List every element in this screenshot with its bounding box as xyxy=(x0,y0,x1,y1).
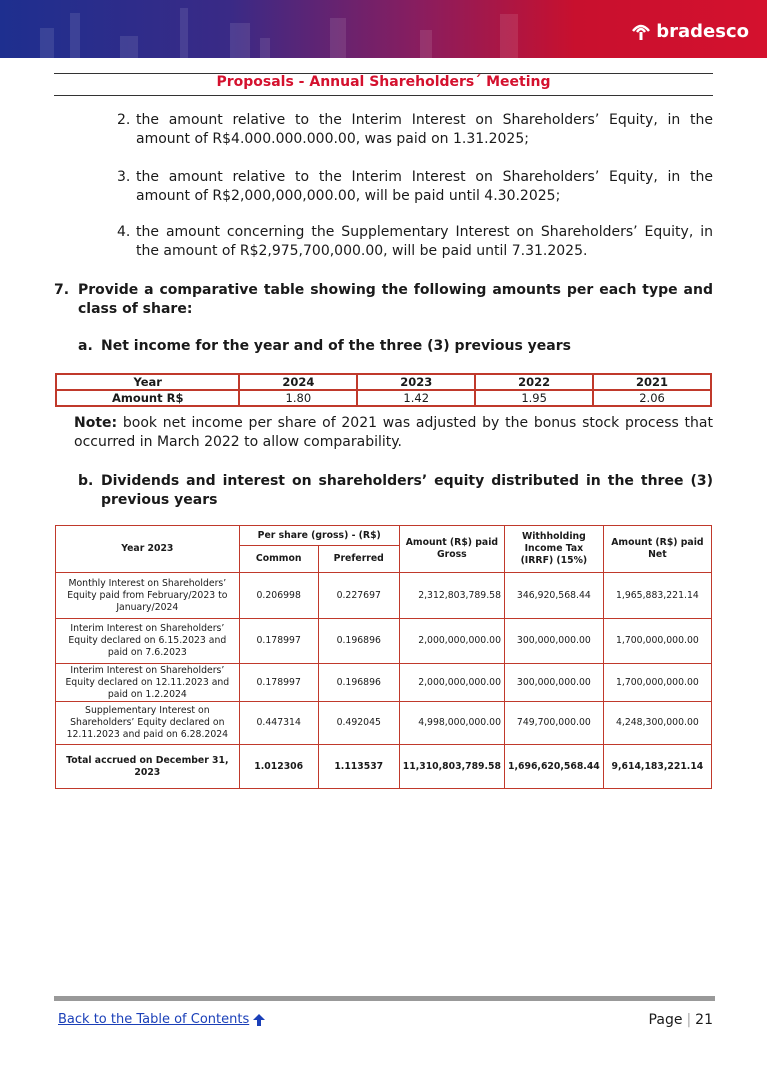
note-paragraph xyxy=(74,414,713,452)
section-b-label: b. xyxy=(78,473,94,489)
note-text: book net income per share of 2021 was adjusted by the bonus stock process that occurred in March 2022 to allow comparability. xyxy=(74,415,713,450)
row-preferred: 0.196896 xyxy=(318,619,399,664)
dividends-header-preferred: Preferred xyxy=(318,546,399,573)
row-common: 0.178997 xyxy=(239,664,318,702)
row-common: 0.178997 xyxy=(239,619,318,664)
item-4-number: 4. xyxy=(117,224,131,240)
row-tax: 749,700,000.00 xyxy=(505,702,604,745)
row-net: 4,248,300,000.00 xyxy=(603,702,711,745)
row-common: 0.206998 xyxy=(239,573,318,619)
table-row xyxy=(56,573,712,619)
back-to-toc-label: Back to the Table of Contents xyxy=(58,1012,250,1027)
table-row xyxy=(56,619,712,664)
row-preferred: 0.492045 xyxy=(318,702,399,745)
dividends-header-common: Common xyxy=(239,546,318,573)
dividends-table xyxy=(55,525,712,789)
page-separator: | xyxy=(686,1012,692,1028)
section-a-title: Net income for the year and of the three (3) previous years xyxy=(101,338,571,354)
total-row xyxy=(56,745,712,789)
total-net: 9,614,183,221.14 xyxy=(603,745,711,789)
row-preferred: 0.227697 xyxy=(318,573,399,619)
net-income-header-2022: 2022 xyxy=(475,374,593,390)
item-3-number: 3. xyxy=(117,169,131,185)
page-number xyxy=(649,1012,713,1028)
net-income-value-2024: 1.80 xyxy=(239,390,357,406)
note-label: Note: xyxy=(74,415,118,431)
row-gross: 4,998,000,000.00 xyxy=(399,702,504,745)
row-net: 1,700,000,000.00 xyxy=(603,619,711,664)
dividends-header-year: Year 2023 xyxy=(56,526,240,573)
row-tax: 346,920,568.44 xyxy=(505,573,604,619)
row-net: 1,700,000,000.00 xyxy=(603,664,711,702)
bradesco-logo xyxy=(630,20,749,42)
net-income-header-2021: 2021 xyxy=(593,374,711,390)
dividends-header-per-share: Per share (gross) - (R$) xyxy=(239,526,399,546)
back-to-toc-link[interactable] xyxy=(58,1012,265,1027)
question-7-text: Provide a comparative table showing the following amounts per each type and class of share: xyxy=(78,282,713,317)
dividends-header-row-1 xyxy=(56,526,712,546)
row-gross: 2,000,000,000.00 xyxy=(399,619,504,664)
page-label: Page xyxy=(648,1012,683,1028)
page-number-value: 21 xyxy=(695,1012,713,1028)
total-tax: 1,696,620,568.44 xyxy=(505,745,604,789)
item-2-text: the amount relative to the Interim Interest on Shareholders’ Equity, in the amount of R$4.000.000.000.00, was paid on 1.31.2025; xyxy=(136,112,713,147)
table-row xyxy=(56,664,712,702)
page-title: Proposals - Annual Shareholders´ Meeting xyxy=(216,74,551,90)
bradesco-tree-icon xyxy=(630,20,652,42)
row-tax: 300,000,000.00 xyxy=(505,664,604,702)
net-income-header-2024: 2024 xyxy=(239,374,357,390)
net-income-table xyxy=(55,373,712,407)
row-description: Interim Interest on Shareholders’ Equity declared on 12.11.2023 and paid on 1.2.2024 xyxy=(56,664,240,702)
row-net: 1,965,883,221.14 xyxy=(603,573,711,619)
dividends-header-net: Amount (R$) paid Net xyxy=(603,526,711,573)
footer-rule xyxy=(54,996,715,1001)
row-description: Supplementary Interest on Shareholders’ Equity declared on 12.11.2023 and paid on 6.28.2024 xyxy=(56,702,240,745)
section-b-title: Dividends and interest on shareholders’ equity distributed in the three (3) previous years xyxy=(101,473,713,508)
total-common: 1.012306 xyxy=(239,745,318,789)
net-income-value-row xyxy=(56,390,711,406)
row-tax: 300,000,000.00 xyxy=(505,619,604,664)
brand-name: bradesco xyxy=(656,20,749,42)
item-3-text: the amount relative to the Interim Interest on Shareholders’ Equity, in the amount of R$2,000,000,000.00, will be paid until 4.30.2025; xyxy=(136,169,713,204)
total-description: Total accrued on December 31, 2023 xyxy=(56,745,240,789)
row-preferred: 0.196896 xyxy=(318,664,399,702)
question-7-number: 7. xyxy=(54,282,70,298)
net-income-value-2022: 1.95 xyxy=(475,390,593,406)
dividends-header-tax: Withholding Income Tax (IRRF) (15%) xyxy=(505,526,604,573)
net-income-value-2023: 1.42 xyxy=(357,390,475,406)
row-gross: 2,000,000,000.00 xyxy=(399,664,504,702)
total-preferred: 1.113537 xyxy=(318,745,399,789)
row-description: Interim Interest on Shareholders’ Equity declared on 6.15.2023 and paid on 7.6.2023 xyxy=(56,619,240,664)
net-income-row-label: Amount R$ xyxy=(56,390,239,406)
net-income-header-row xyxy=(56,374,711,390)
row-common: 0.447314 xyxy=(239,702,318,745)
row-description: Monthly Interest on Shareholders’ Equity paid from February/2023 to January/2024 xyxy=(56,573,240,619)
header-banner xyxy=(0,0,767,58)
title-rule-bottom xyxy=(54,95,713,96)
section-a-label: a. xyxy=(78,338,93,354)
net-income-header-year: Year xyxy=(56,374,239,390)
row-gross: 2,312,803,789.58 xyxy=(399,573,504,619)
dividends-header-gross: Amount (R$) paid Gross xyxy=(399,526,504,573)
table-row xyxy=(56,702,712,745)
net-income-header-2023: 2023 xyxy=(357,374,475,390)
item-4-text: the amount concerning the Supplementary Interest on Shareholders’ Equity, in the amount of R$2,975,700,000.00, will be paid until 7.31.2025. xyxy=(136,224,713,259)
item-2-number: 2. xyxy=(117,112,131,128)
total-gross: 11,310,803,789.58 xyxy=(399,745,504,789)
arrow-up-icon xyxy=(253,1014,265,1026)
net-income-value-2021: 2.06 xyxy=(593,390,711,406)
